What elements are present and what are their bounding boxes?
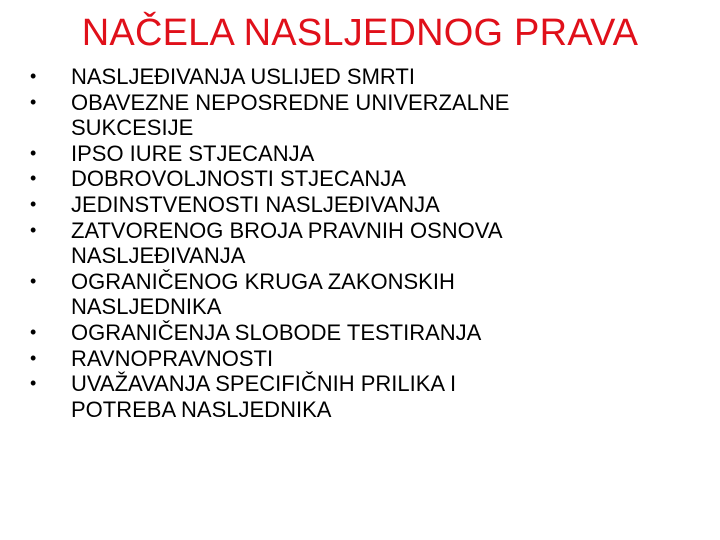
slide-title: NAČELA NASLJEDNOG PRAVA <box>81 12 639 54</box>
bullet-item <box>30 346 690 372</box>
bullet-item <box>30 218 690 269</box>
bullet-dot-icon: • <box>30 347 37 368</box>
bullet-dot-icon: • <box>30 321 37 342</box>
bullet-list <box>30 64 690 422</box>
bullet-text: OBAVEZNE NEPOSREDNE UNIVERZALNE SUKCESIJE <box>71 89 510 141</box>
bullet-dot-icon: • <box>30 91 37 112</box>
bullet-text: JEDINSTVENOSTI NASLJEĐIVANJA <box>71 191 440 217</box>
bullet-text: OGRANIČENJA SLOBODE TESTIRANJA <box>71 319 482 345</box>
bullet-text: RAVNOPRAVNOSTI <box>71 345 274 371</box>
bullet-dot-icon: • <box>30 66 37 86</box>
bullet-text: IPSO IURE STJECANJA <box>71 140 315 166</box>
bullet-item <box>30 320 690 346</box>
bullet-text: UVAŽAVANJA SPECIFIČNIH PRILIKA I POTREBA NASLJEDNIKA <box>71 371 457 422</box>
bullet-item <box>30 64 690 90</box>
bullet-item <box>30 166 690 192</box>
bullet-text: NASLJEĐIVANJA USLIJED SMRTI <box>71 64 415 89</box>
bullet-text: OGRANIČENOG KRUGA ZAKONSKIH NASLJEDNIKA <box>71 268 455 320</box>
bullet-item <box>30 141 690 167</box>
bullet-dot-icon: • <box>30 168 37 189</box>
bullet-item <box>30 269 690 320</box>
bullet-dot-icon: • <box>30 142 37 163</box>
bullet-dot-icon: • <box>30 193 37 214</box>
bullet-dot-icon: • <box>30 219 37 240</box>
bullet-item <box>30 192 690 218</box>
bullet-dot-icon: • <box>30 373 37 394</box>
bullet-text: ZATVORENOG BROJA PRAVNIH OSNOVA NASLJEĐIVANJA <box>71 217 503 269</box>
bullet-text: DOBROVOLJNOSTI STJECANJA <box>71 166 406 192</box>
bullet-dot-icon: • <box>30 270 37 291</box>
bullet-item <box>30 90 690 141</box>
bullet-item <box>30 371 690 422</box>
